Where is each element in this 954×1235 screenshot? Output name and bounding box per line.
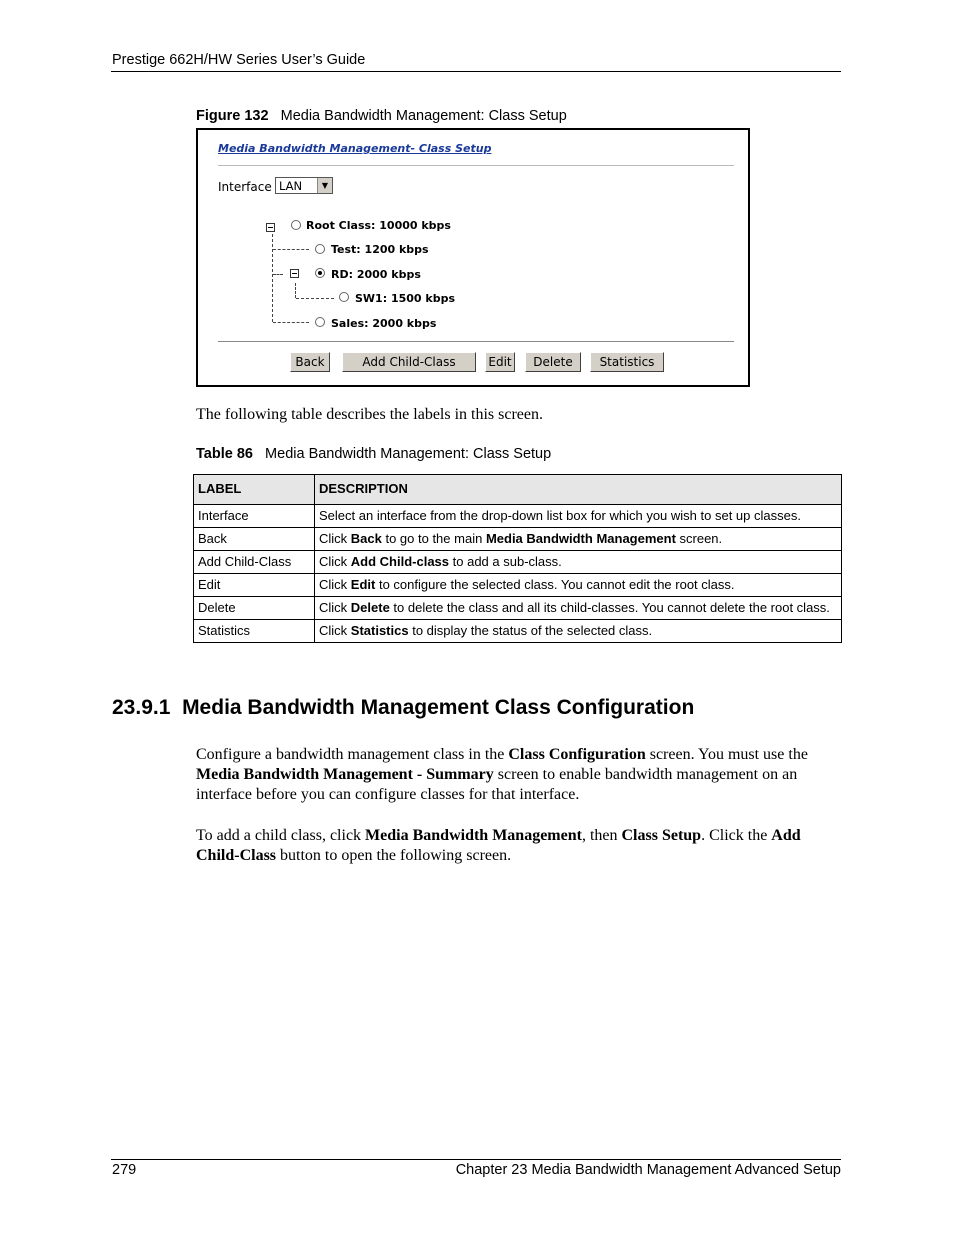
desc-term: Back — [350, 531, 382, 546]
section-number: 23.9.1 — [112, 696, 171, 719]
para-term: Class Setup — [621, 827, 702, 844]
class-sales-label: Sales: 2000 kbps — [331, 317, 437, 330]
back-button[interactable]: Back — [290, 352, 330, 372]
row-label: Add Child-Class — [194, 551, 315, 574]
para-text: To add a child class, click — [196, 827, 366, 844]
add-child-class-button[interactable]: Add Child-Class — [342, 352, 476, 372]
para-term: Media Bandwidth Management - Summary — [196, 766, 494, 783]
class-radio-test[interactable] — [315, 244, 325, 254]
column-header-description: DESCRIPTION — [315, 475, 842, 505]
table-label: Table 86 — [196, 446, 253, 462]
row-description — [315, 551, 842, 574]
desc-term: Statistics — [350, 623, 409, 638]
tree-connector — [273, 249, 309, 250]
desc-term: Delete — [350, 600, 390, 615]
class-radio-rd[interactable] — [315, 268, 325, 278]
class-rd-label: RD: 2000 kbps — [331, 268, 421, 281]
para-term: Class Configuration — [508, 746, 646, 763]
para-text: screen. You must use the — [645, 746, 808, 763]
buttons-divider — [218, 341, 734, 342]
table-row — [194, 574, 842, 597]
row-description — [315, 574, 842, 597]
desc-text: Click — [319, 600, 351, 615]
tree-connector — [295, 283, 296, 298]
desc-term: Add Child-class — [350, 554, 450, 569]
table-row — [194, 505, 842, 528]
tree-connector — [273, 322, 309, 323]
table-caption — [196, 446, 551, 462]
intro-text: The following table describes the labels in this screen. — [196, 406, 544, 423]
table-caption-text: Media Bandwidth Management: Class Setup — [265, 446, 552, 462]
row-label: Interface — [194, 505, 315, 528]
class-test-label: Test: 1200 kbps — [331, 243, 429, 256]
desc-text: Select an interface from the drop-down list box for which you wish to set up classes. — [319, 508, 801, 523]
row-description — [315, 620, 842, 643]
desc-text: to go to the main — [381, 531, 486, 546]
section-heading — [112, 696, 694, 720]
column-header-label: LABEL — [194, 475, 315, 505]
edit-button[interactable]: Edit — [485, 352, 515, 372]
table-row — [194, 551, 842, 574]
row-label: Edit — [194, 574, 315, 597]
para-term: Media Bandwidth Management — [365, 827, 582, 844]
statistics-button[interactable]: Statistics — [590, 352, 664, 372]
para-text: screen to enable bandwidth management on an interface before you can configure classes for that interface. — [196, 766, 798, 803]
para-text: Configure a bandwidth management class in the — [196, 746, 509, 763]
class-radio-root[interactable] — [291, 220, 301, 230]
table-row — [194, 528, 842, 551]
desc-term: Media Bandwidth Management — [485, 531, 676, 546]
row-label: Back — [194, 528, 315, 551]
header-rule — [111, 71, 841, 72]
row-description — [315, 597, 842, 620]
chevron-down-icon[interactable]: ▼ — [317, 178, 332, 193]
interface-label: Interface — [218, 180, 272, 194]
desc-text: to add a sub-class. — [449, 554, 562, 569]
figure-screenshot — [196, 128, 750, 387]
screen-title: Media Bandwidth Management- Class Setup — [218, 142, 492, 155]
class-root-label: Root Class: 10000 kbps — [306, 219, 451, 232]
page-number: 279 — [112, 1162, 137, 1178]
tree-connector — [296, 298, 334, 299]
section-title: Media Bandwidth Management Class Configuration — [182, 696, 695, 719]
row-label: Delete — [194, 597, 315, 620]
figure-caption — [196, 108, 567, 124]
table-row — [194, 620, 842, 643]
class-sw1-label: SW1: 1500 kbps — [355, 292, 455, 305]
paragraph — [196, 826, 844, 866]
tree-connector — [272, 234, 273, 322]
para-text: , then — [581, 827, 622, 844]
figure-caption-text: Media Bandwidth Management: Class Setup — [280, 108, 567, 124]
desc-term: Edit — [350, 577, 376, 592]
interface-select[interactable] — [275, 177, 333, 194]
desc-text: Click — [319, 554, 351, 569]
running-header: Prestige 662H/HW Series User’s Guide — [112, 52, 366, 68]
para-text: . Click the — [701, 827, 772, 844]
class-radio-sales[interactable] — [315, 317, 325, 327]
figure-label: Figure 132 — [196, 108, 269, 124]
row-description — [315, 505, 842, 528]
delete-button[interactable]: Delete — [525, 352, 581, 372]
screen-divider — [218, 165, 734, 166]
desc-text: Click — [319, 577, 351, 592]
collapse-icon[interactable] — [266, 223, 275, 232]
class-radio-sw1[interactable] — [339, 292, 349, 302]
row-description — [315, 528, 842, 551]
chapter-title: Chapter 23 Media Bandwidth Management Advanced Setup — [455, 1162, 841, 1178]
desc-text: to configure the selected class. You cannot edit the root class. — [375, 577, 735, 592]
footer-rule — [111, 1159, 841, 1160]
para-text: button to open the following screen. — [276, 847, 512, 864]
desc-text: to display the status of the selected class. — [408, 623, 653, 638]
desc-text: Click — [319, 531, 351, 546]
desc-text: Click — [319, 623, 351, 638]
row-label: Statistics — [194, 620, 315, 643]
paragraph — [196, 745, 844, 805]
tree-connector — [273, 274, 283, 275]
table-header-row — [194, 475, 842, 505]
para-term: Add Child-Class — [196, 827, 801, 864]
label-description-table — [193, 474, 842, 643]
desc-text: to delete the class and all its child-classes. You cannot delete the root class. — [389, 600, 830, 615]
interface-select-value: LAN — [279, 179, 303, 193]
collapse-icon[interactable] — [290, 269, 299, 278]
desc-text: screen. — [675, 531, 723, 546]
table-row — [194, 597, 842, 620]
